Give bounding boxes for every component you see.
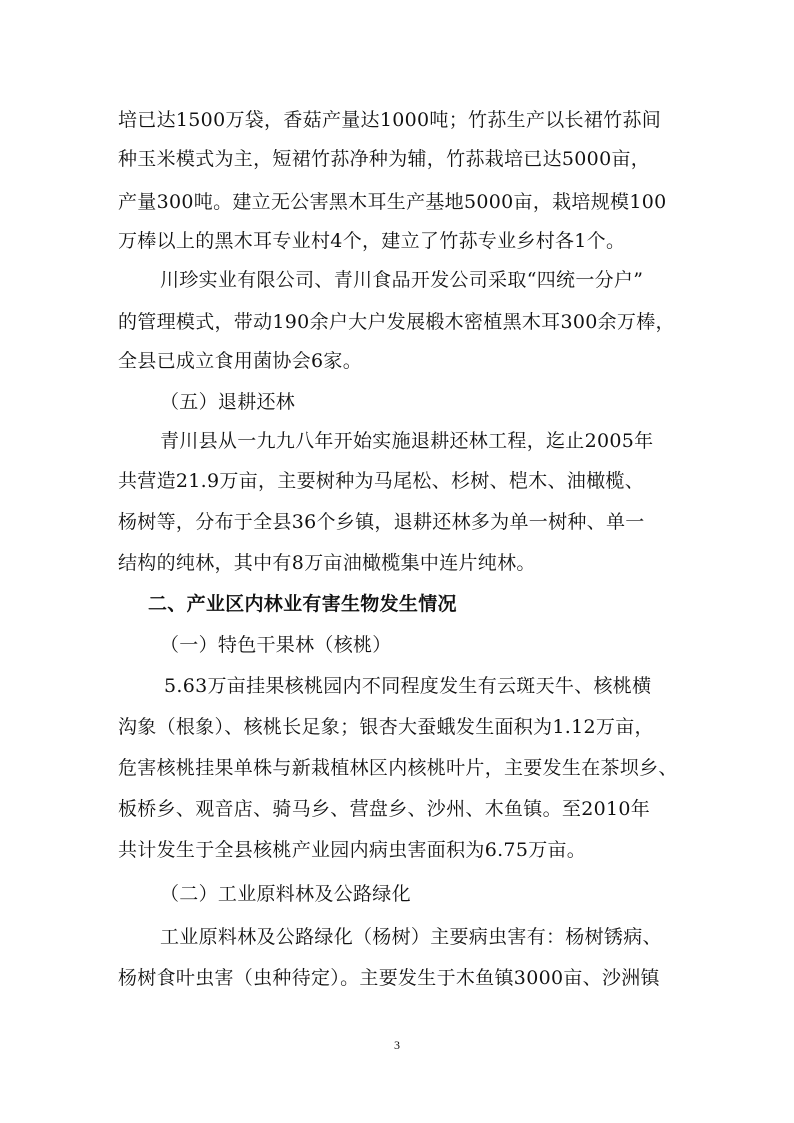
text-line: 共营造21.9万亩，主要树种为马尾松、杉树、桤木、油橄榄、 <box>118 470 645 492</box>
text-line: 青川县从一九九八年开始实施退耕还林工程，迄止2005年 <box>160 430 654 452</box>
text-line: 共计发生于全县核桃产业园内病虫害面积为6.75万亩。 <box>118 839 587 861</box>
text-line: 危害核桃挂果单株与新栽植林区内核桃叶片，主要发生在茶坝乡、 <box>118 757 678 779</box>
chapter-heading: 二、产业区内林业有害生物发生情况 <box>148 593 457 615</box>
section-heading: （一）特色干果林（核桃） <box>160 634 392 656</box>
text-line: 万棒以上的黑木耳专业村4个，建立了竹荪专业乡村各1个。 <box>118 230 626 252</box>
text-line: 培已达1500万袋，香菇产量达1000吨；竹荪生产以长裙竹荪间 <box>118 109 662 131</box>
text-line: 结构的纯林，其中有8万亩油橄榄集中连片纯林。 <box>118 552 536 574</box>
text-line: 川珍实业有限公司、青川食品开发公司采取“四统一分户” <box>160 269 644 291</box>
text-line: 板桥乡、观音店、骑马乡、营盘乡、沙州、木鱼镇。至2010年 <box>118 798 651 820</box>
section-heading: （二）工业原料林及公路绿化 <box>160 883 411 905</box>
section-heading: （五）退耕还林 <box>160 391 296 413</box>
text-line: 沟象（根象）、核桃长足象；银杏大蚕蛾发生面积为1.12万亩， <box>118 716 654 738</box>
text-line: 种玉米模式为主，短裙竹荪净种为辅，竹荪栽培已达5000亩， <box>118 148 651 170</box>
page-number: 3 <box>394 1038 400 1052</box>
text-line: 全县已成立食用菌协会6家。 <box>118 350 362 372</box>
text-line: 杨树等，分布于全县36个乡镇，退耕还林多为单一树种、单一 <box>118 511 645 533</box>
text-line: 杨树食叶虫害（虫种待定）。主要发生于木鱼镇3000亩、沙洲镇 <box>118 967 660 989</box>
text-line: 产量300吨。建立无公害黑木耳生产基地5000亩，栽培规模100 <box>118 191 667 213</box>
text-line: 工业原料林及公路绿化（杨树）主要病虫害有：杨树锈病、 <box>160 926 662 948</box>
text-line: 的管理模式，带动190余户大户发展椴木密植黑木耳300余万棒， <box>118 311 675 333</box>
text-line: 5.63万亩挂果核桃园内不同程度发生有云斑天牛、核桃横 <box>164 675 652 697</box>
